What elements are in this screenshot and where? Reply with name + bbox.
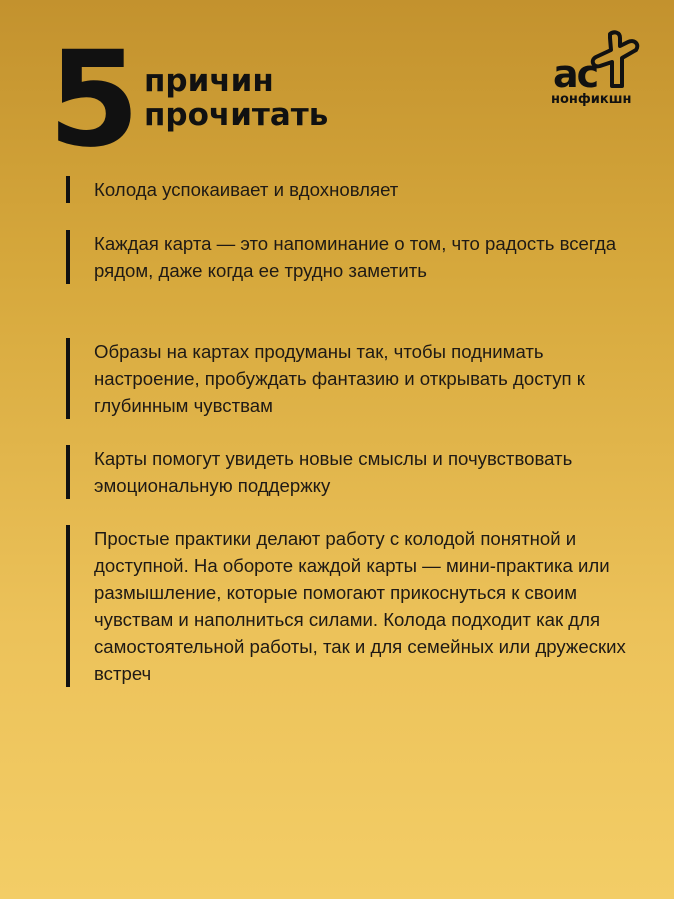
big-number: 5	[48, 23, 138, 177]
reason-item-5	[66, 525, 626, 687]
reason-text: Колода успокаивает и вдохновляет	[94, 179, 399, 200]
reason-item-3	[66, 338, 626, 419]
ast-nonfiction-logo	[548, 28, 648, 118]
page-title	[144, 64, 328, 132]
reason-item-4	[66, 445, 626, 499]
reason-text: Образы на картах продуманы так, чтобы поднимать настроение, пробуждать фантазию и открывать доступ к глубинным чувствам	[94, 341, 585, 416]
logo-letters: ac	[553, 52, 598, 96]
logo-subtitle: нонфикшн	[551, 92, 632, 107]
reason-item-2	[66, 230, 626, 284]
title-line-1: причин	[144, 63, 274, 99]
reason-text: Простые практики делают работу с колодой понятной и доступной. На обороте каждой карты — мини-практика или размышление, которые помогают прикоснуться к своим чувствам и наполниться силами. Колода подходит как для самостоятельной работы, так и для семейных или дружеских встреч	[94, 528, 626, 684]
reason-text: Каждая карта — это напоминание о том, что радость всегда рядом, даже когда ее трудно заметить	[94, 233, 617, 281]
title-line-2: прочитать	[144, 97, 329, 133]
reason-text: Карты помогут увидеть новые смыслы и почувствовать эмоциональную поддержку	[94, 448, 573, 496]
reason-item-1	[66, 176, 626, 203]
